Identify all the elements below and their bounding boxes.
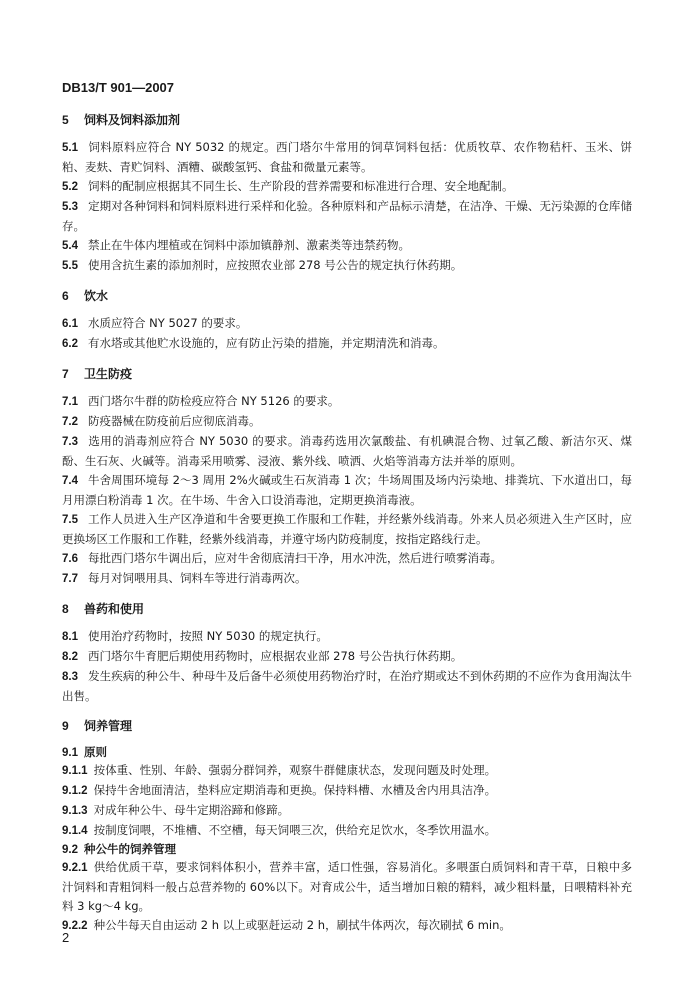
clause [62,314,632,334]
clause-text: 选用的消毒剂应符合 NY 5030 的要求。消毒药选用次氯酸盐、有机碘混合物、过氧乙酸、新洁尔灭、煤酚、生石灰、火碱等。消毒采用喷雾、浸液、紫外线、喷洒、火焰等消毒方法并举的原则。 [62,434,632,468]
section-title: 卫生防疫 [84,367,133,381]
page-number: 2 [62,930,70,945]
clause [62,627,632,647]
section-heading [62,601,632,617]
subsection-number: 9.2 [62,844,78,856]
clause [62,569,632,589]
clause-number: 7.6 [62,553,78,565]
clause [62,858,632,916]
clause [62,236,632,256]
clause-text: 种公牛每天自由运动 2 h 以上或驱赶运动 2 h，刷拭牛体两次，每次刷拭 6 min。 [93,918,511,932]
clause-text: 牛舍周围环境每 2～3 周用 2%火碱或生石灰消毒 1 次；牛场周围及场内污染地、排粪坑、下水道出口，每月用漂白粉消毒 1 次。在牛场、牛舍入口设消毒池，定期更换消毒液。 [62,473,632,507]
clause-text: 对成年种公牛、母牛定期浴蹄和修蹄。 [93,803,290,817]
clause-text: 西门塔尔牛群的防检疫应符合 NY 5126 的要求。 [88,394,340,408]
clause [62,549,632,569]
clause [62,781,632,801]
clause-number: 7.4 [62,475,78,487]
section-5 [62,112,632,276]
subsection-number: 9.1 [62,747,78,759]
clause-text: 保持牛舍地面清洁，垫料应定期消毒和更换。保持料槽、水槽及舍内用具洁净。 [93,783,497,797]
clause [62,334,632,354]
clause-text: 水质应符合 NY 5027 的要求。 [88,316,248,330]
clause [62,801,632,821]
section-heading [62,288,632,304]
clause [62,667,632,706]
section-6 [62,288,632,354]
clause-number: 5.5 [62,260,78,272]
clause-number: 8.2 [62,651,78,663]
section-9 [62,718,632,936]
clause [62,138,632,177]
clause-text: 使用含抗生素的添加剂时，应按照农业部 278 号公告的规定执行休药期。 [88,258,463,272]
clause [62,392,632,412]
section-title: 饲养管理 [84,719,133,733]
clause [62,761,632,781]
clause-number: 6.1 [62,318,78,330]
clause-text: 每批西门塔尔牛调出后，应对牛舍彻底清扫干净，用水冲洗，然后进行喷雾消毒。 [88,551,502,565]
clause-number: 7.7 [62,573,78,585]
clause-text: 饲料的配制应根据其不同生长、生产阶段的营养需要和标准进行合理、安全地配制。 [88,179,514,193]
clause-number: 9.1.2 [62,785,88,797]
subsection-heading [62,841,632,858]
document-body [62,112,632,948]
clause-text: 按制度饲喂，不堆槽、不空槽，每天饲喂三次，供给充足饮水，冬季饮用温水。 [93,823,497,837]
clause [62,821,632,841]
clause-number: 6.2 [62,338,78,350]
clause-number: 9.2.2 [62,920,88,932]
clause-number: 7.2 [62,416,78,428]
section-heading [62,112,632,128]
clause-number: 5.1 [62,142,78,154]
section-7 [62,366,632,589]
clause-number: 7.1 [62,396,78,408]
clause-number: 9.1.3 [62,805,88,817]
section-heading [62,718,632,734]
clause-number: 9.2.1 [62,862,88,874]
clause-text: 饲料原料应符合 NY 5032 的规定。西门塔尔牛常用的饲草饲料包括：优质牧草、农作物秸杆、玉米、饼粕、麦麸、青贮饲料、酒糟、碳酸氢钙、食盐和微量元素等。 [62,140,632,174]
clause [62,256,632,276]
clause-text: 有水塔或其他贮水设施的，应有防止污染的措施，并定期清洗和消毒。 [88,336,445,350]
clause-number: 5.4 [62,240,78,252]
section-number: 8 [62,602,69,616]
clause-number: 7.5 [62,514,78,526]
clause [62,432,632,471]
clause-text: 工作人员进入生产区净道和牛舍要更换工作服和工作鞋，并经紫外线消毒。外来人员必须进入生产区时，应更换场区工作服和工作鞋，经紫外线消毒，并遵守场内防疫制度，按指定路线行走。 [62,512,632,546]
section-number: 7 [62,367,69,381]
standard-number: DB13/T 901—2007 [62,80,175,95]
section-title: 饮水 [84,289,109,303]
clause-number: 5.2 [62,181,78,193]
clause [62,916,632,936]
section-number: 6 [62,289,69,303]
clause-text: 定期对各种饲料和饲料原料进行采样和化验。各种原料和产品标示清楚，在洁净、干燥、无污染源的仓库储存。 [62,199,632,233]
clause-text: 禁止在牛体内埋植或在饲料中添加镇静剂、激素类等违禁药物。 [88,238,410,252]
clause [62,471,632,510]
section-title: 饲料及饲料添加剂 [84,113,181,127]
clause-text: 按体重、性别、年龄、强弱分群饲养，观察牛群健康状态，发现问题及时处理。 [93,763,497,777]
clause [62,647,632,667]
clause [62,412,632,432]
subsection-title: 原则 [84,745,107,759]
clause-number: 8.3 [62,671,78,683]
section-heading [62,366,632,382]
clause [62,197,632,236]
clause-number: 9.1.1 [62,765,88,777]
clause-number: 9.1.4 [62,825,88,837]
section-number: 9 [62,719,69,733]
clause [62,510,632,549]
clause-text: 西门塔尔牛育肥后期使用药物时，应根据农业部 278 号公告执行休药期。 [88,649,463,663]
section-8 [62,601,632,706]
clause-number: 5.3 [62,201,78,213]
clause-text: 每月对饲喂用具、饲料车等进行消毒两次。 [88,571,307,585]
clause-number: 8.1 [62,631,78,643]
clause-text: 使用治疗药物时，按照 NY 5030 的规定执行。 [88,629,328,643]
subsection-heading [62,744,632,761]
clause-text: 防疫器械在防疫前后应彻底消毒。 [88,414,261,428]
clause [62,177,632,197]
clause-text: 供给优质干草，要求饲料体积小，营养丰富，适口性强，容易消化。多喂蛋白质饲料和青干草，日粮中多汁饲料和青粗饲料一般占总营养物的 60%以下。对育成公牛，适当增加日粮的精料，减少粗料量，日喂精料补充料 3 kg～4 kg。 [62,860,632,913]
clause-text: 发生疾病的种公牛、种母牛及后备牛必须使用药物治疗时，在治疗期或达不到休药期的不应作为食用淘汰牛出售。 [62,669,632,703]
subsection-title: 种公牛的饲养管理 [84,842,176,856]
section-title: 兽药和使用 [84,602,145,616]
clause-number: 7.3 [62,436,78,448]
section-number: 5 [62,113,69,127]
